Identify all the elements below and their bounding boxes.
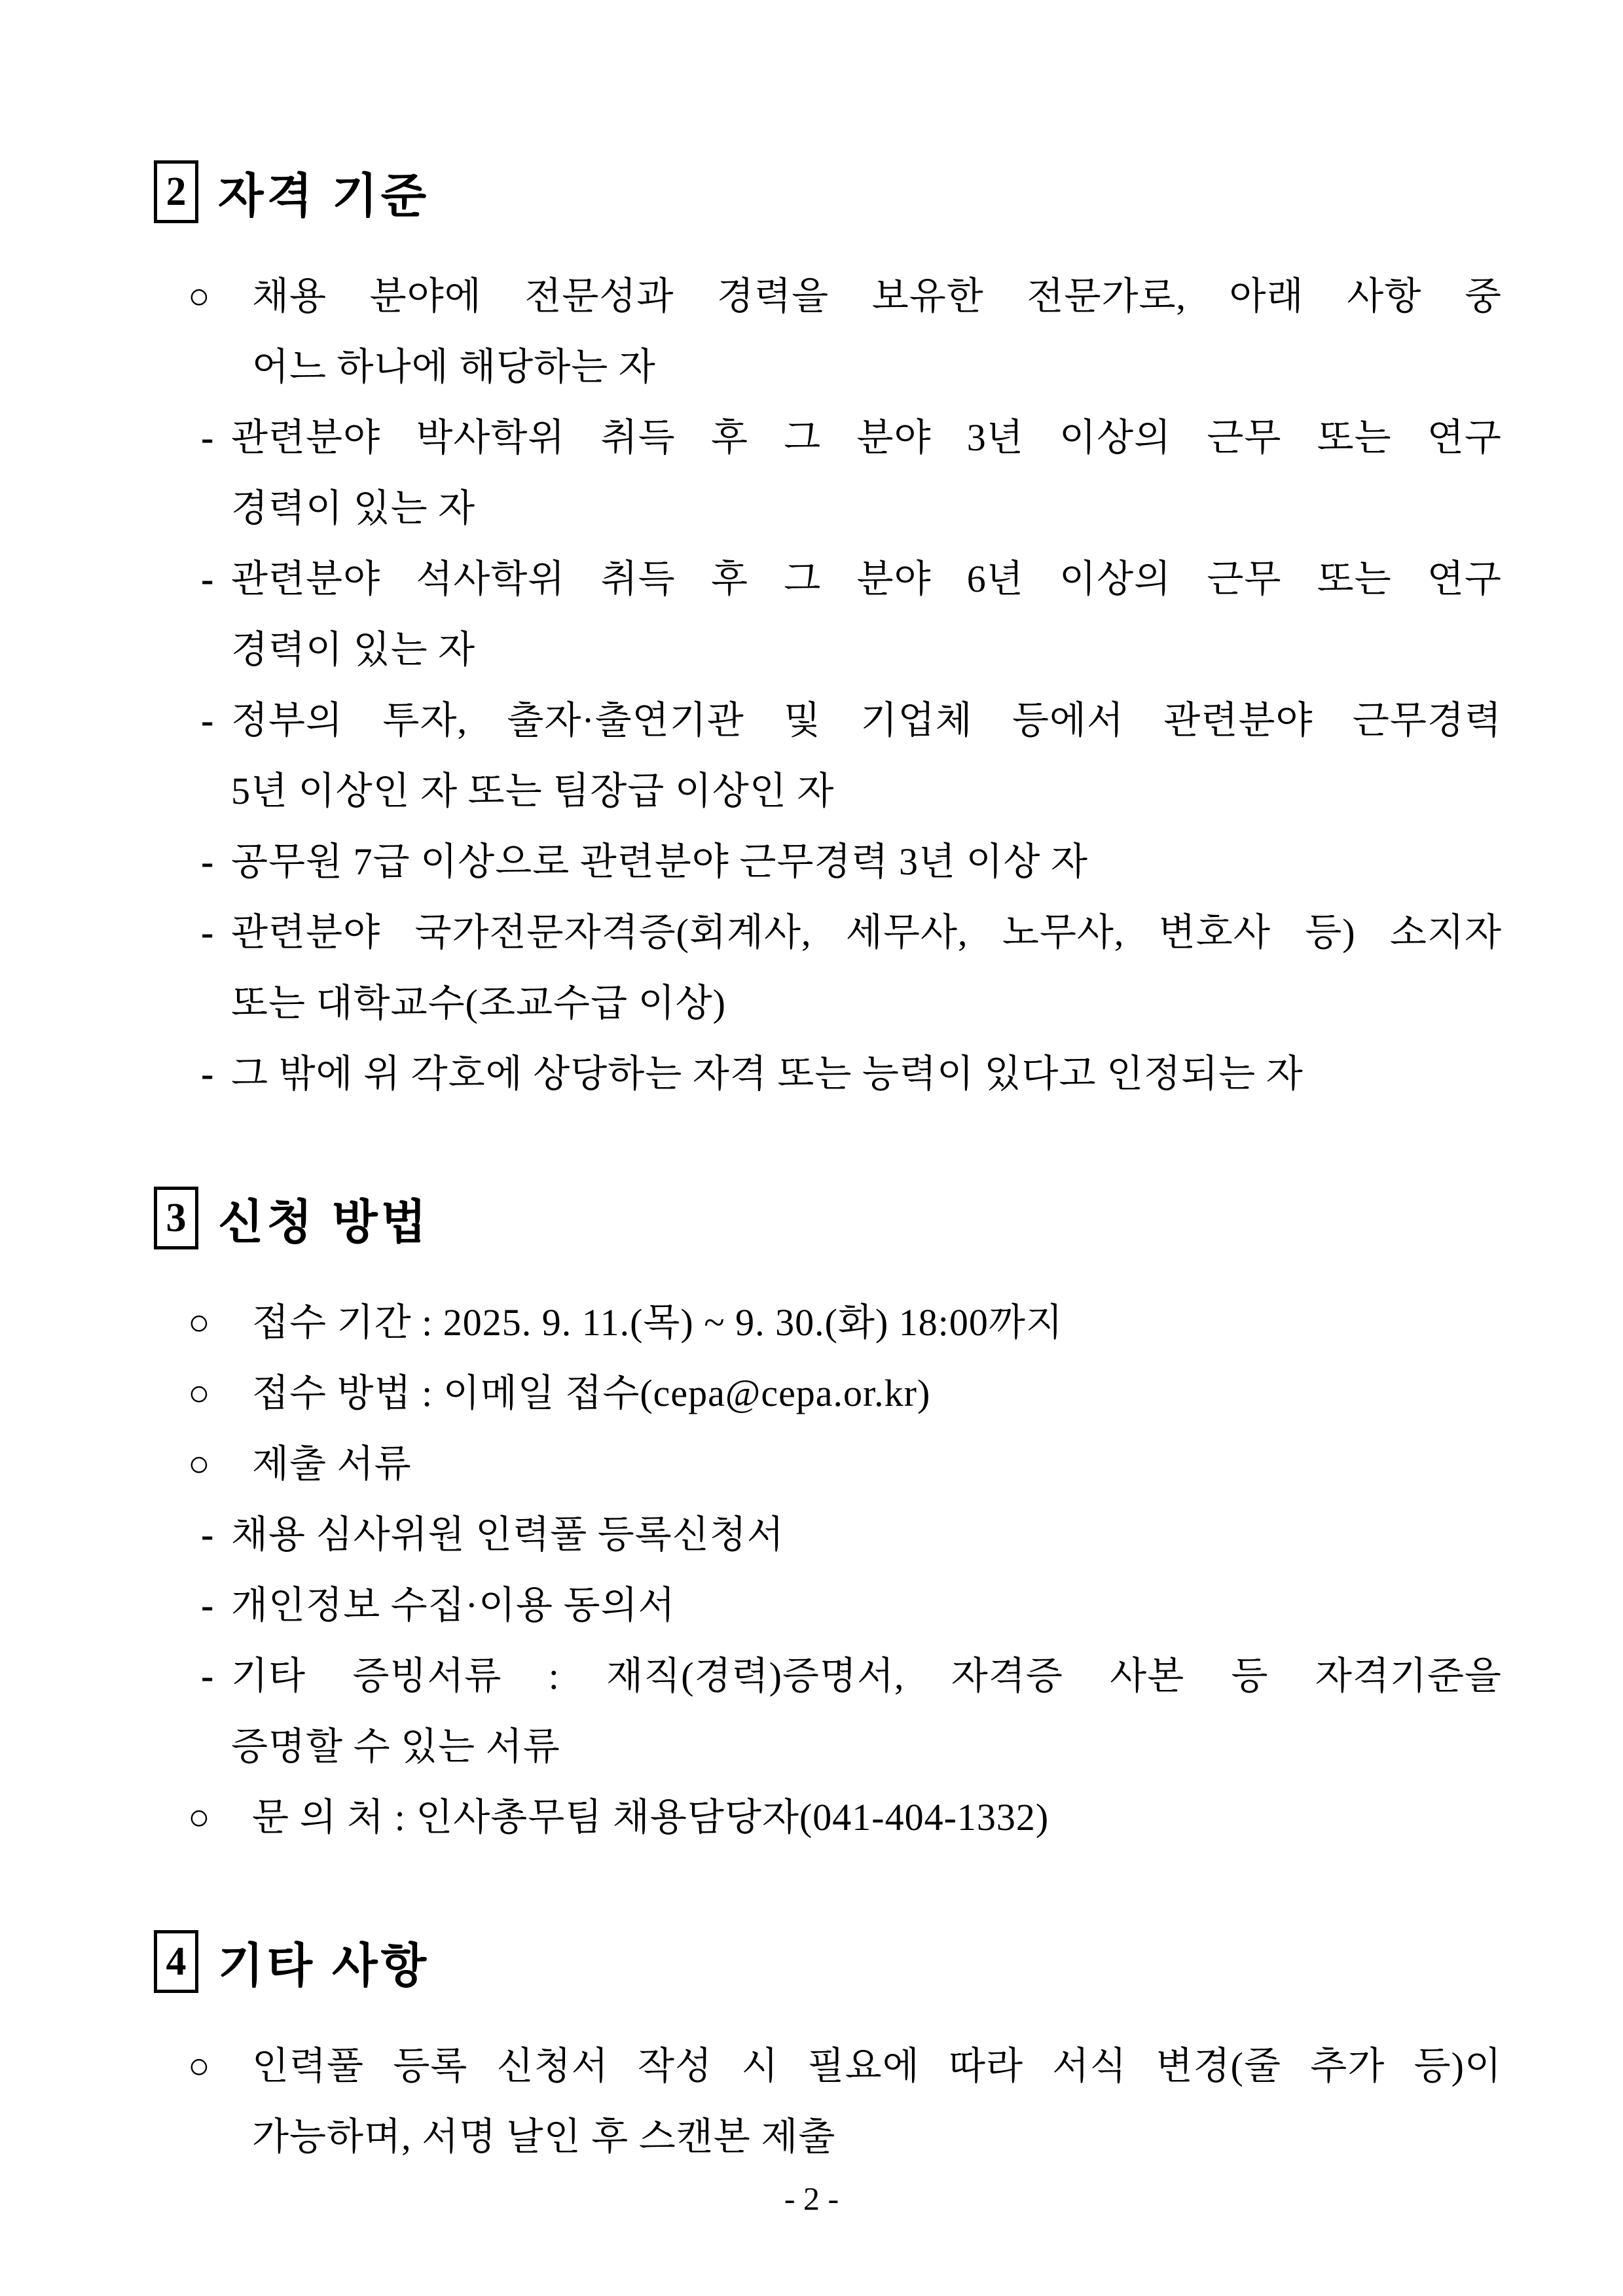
circle-bullet: ○ — [188, 276, 210, 317]
list-item — [154, 261, 1502, 403]
list-item — [154, 1429, 1502, 1499]
circle-bullet: ○ — [188, 2046, 210, 2087]
circle-bullet: ○ — [188, 1797, 210, 1838]
list-item — [154, 1570, 1502, 1641]
text-line: 증명할 수 있는 서류 — [231, 1725, 560, 1768]
section-number-box: 2 — [154, 160, 198, 223]
section-number-box: 3 — [154, 1187, 198, 1249]
circle-bullet: ○ — [188, 1302, 210, 1343]
list-item — [154, 1499, 1502, 1570]
page-number: - 2 - — [784, 2180, 839, 2217]
text-line: 5년 이상인 자 또는 팀장급 이상인 자 — [231, 770, 835, 812]
text-line: 경력이 있는 자 — [231, 487, 476, 529]
list-item — [154, 827, 1502, 897]
text-line: 공무원 7급 이상으로 관련분야 근무경력 3년 이상 자 — [231, 840, 1089, 883]
list-item — [154, 2031, 1502, 2172]
text-line: 개인정보 수집·이용 동의서 — [231, 1584, 676, 1626]
dash-bullet: - — [201, 1052, 214, 1095]
list-item — [154, 1358, 1502, 1429]
section-heading — [154, 1930, 1502, 1993]
section-heading — [154, 1187, 1502, 1249]
section-title: 신청 방법 — [218, 1196, 430, 1249]
list-item — [154, 1782, 1502, 1853]
text-line: 기타 증빙서류 : 재직(경력)증명서, 자격증 사본 등 자격기준을 — [231, 1655, 1502, 1697]
section-title: 기타 사항 — [218, 1940, 430, 1992]
section-number-box: 4 — [154, 1930, 198, 1993]
list-item — [154, 1287, 1502, 1358]
dash-bullet: - — [201, 911, 214, 954]
section-heading — [154, 160, 1502, 223]
text-line: 또는 대학교수(조교수급 이상) — [231, 982, 726, 1024]
circle-bullet: ○ — [188, 1373, 210, 1414]
text-line: 접수 기간 : 2025. 9. 11.(목) ~ 9. 30.(화) 18:00까지 — [252, 1301, 1063, 1344]
dash-bullet: - — [201, 840, 214, 883]
list-item — [154, 1641, 1502, 1782]
text-line: 관련분야 석사학위 취득 후 그 분야 6년 이상의 근무 또는 연구 — [231, 558, 1502, 600]
dash-bullet: - — [201, 558, 214, 600]
list-item — [154, 544, 1502, 685]
dash-bullet: - — [201, 1513, 214, 1556]
list-item — [154, 685, 1502, 827]
list-item — [154, 1039, 1502, 1109]
section-application-method — [154, 1187, 1502, 1853]
text-line: 접수 방법 : 이메일 접수(cepa@cepa.or.kr) — [252, 1372, 931, 1414]
list-item — [154, 403, 1502, 544]
text-line: 관련분야 박사학위 취득 후 그 분야 3년 이상의 근무 또는 연구 — [231, 416, 1502, 459]
section-other-matters — [154, 1930, 1502, 2172]
section-title: 자격 기준 — [218, 170, 430, 223]
text-line: 채용 심사위원 인력풀 등록신청서 — [231, 1513, 784, 1556]
text-line: 어느 하나에 해당하는 자 — [252, 346, 656, 388]
text-line: 정부의 투자, 출자·출연기관 및 기업체 등에서 관련분야 근무경력 — [231, 699, 1502, 742]
section-qualification-criteria — [154, 160, 1502, 1109]
list-item — [154, 897, 1502, 1039]
text-line: 관련분야 국가전문자격증(회계사, 세무사, 노무사, 변호사 등) 소지자 — [231, 911, 1502, 954]
text-line: 제출 서류 — [252, 1443, 412, 1485]
text-line: 문 의 처 : 인사총무팀 채용담당자(041-404-1332) — [252, 1796, 1049, 1839]
dash-bullet: - — [201, 1655, 214, 1697]
text-line: 그 밖에 위 각호에 상당하는 자격 또는 능력이 있다고 인정되는 자 — [231, 1052, 1304, 1095]
document-content — [154, 160, 1502, 2172]
text-line: 인력풀 등록 신청서 작성 시 필요에 따라 서식 변경(줄 추가 등)이 — [252, 2045, 1502, 2087]
text-line: 채용 분야에 전문성과 경력을 보유한 전문가로, 아래 사항 중 — [252, 275, 1502, 317]
circle-bullet: ○ — [188, 1444, 210, 1484]
dash-bullet: - — [201, 1584, 214, 1626]
dash-bullet: - — [201, 416, 214, 459]
text-line: 경력이 있는 자 — [231, 628, 476, 671]
dash-bullet: - — [201, 699, 214, 742]
text-line: 가능하며, 서명 날인 후 스캔본 제출 — [252, 2115, 836, 2158]
